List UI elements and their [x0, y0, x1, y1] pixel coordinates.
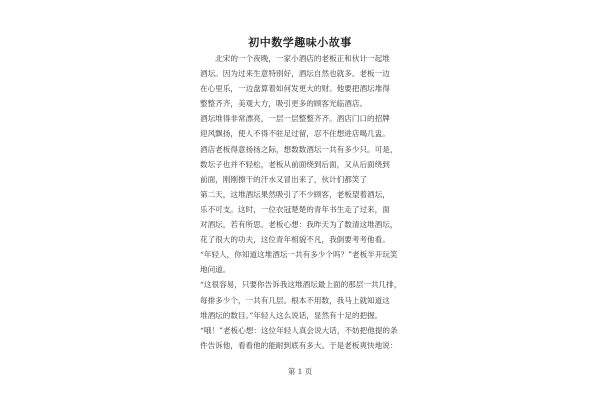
text-line: 整整齐齐，美观大方，吸引更多的顾客光临酒店。: [200, 99, 368, 109]
page-number: 第 1 页: [287, 367, 313, 376]
document-title: 初中数学趣味小故事: [248, 36, 352, 49]
body-text: [200, 51, 410, 353]
text-line: 酒坛堆得非常漂亮，一层一层整整齐齐。酒店门口的招牌: [200, 114, 390, 124]
text-line: 在心里乐，一边盘算着如何发更大的财。他要把酒坛堆得: [200, 84, 390, 94]
text-line: “这很容易，只要你告诉我这堆酒坛最上面的那层一共几排，: [200, 280, 402, 290]
text-line: 花了很大的功夫，这位青年相貌不凡，我倒要考考他看。: [200, 235, 390, 245]
text-line: “哦！”老板心想：这位年轻人真会说大话，不妨把他提的条: [200, 325, 398, 335]
text-line: 对酒坛，若有所思。老板心想：我昨天为了数清这堆酒坛，: [200, 220, 398, 230]
text-line: 乐不可支。这时，一位衣冠楚楚的青年书生走了过来，面: [200, 204, 390, 214]
text-line: 前面，刚刚擦干的汗水又冒出来了，伙计们都笑了: [200, 174, 368, 184]
text-line: 酒店老板得意扬扬之际，想数数酒坛一共有多少只。可是，: [200, 144, 398, 154]
text-line: 堆酒坛的数目。”年轻人这么说话，显然有十足的把握。: [200, 310, 383, 320]
text-line: 北宋的一个夜晚，一家小酒店的老板正和伙计一起堆: [200, 54, 390, 63]
text-line: 每排多少个，一共有几层。根本不用数，我马上就知道这: [200, 295, 390, 305]
text-line: 件告诉他，看看他的能耐到底有多大。于是老板爽快地说：: [200, 340, 398, 350]
text-line: 酒坛。因为过来生意特别好，酒坛自然也就多。老板一边: [200, 69, 390, 79]
text-line: 地问道。: [200, 265, 231, 275]
text-line: 数坛子也并不轻松，老板从前面绕到后面，又从后面绕到: [200, 159, 390, 169]
text-line: 迎风飘扬，使人不得不驻足过留，忍不住想进店喝几盅。: [200, 129, 390, 139]
text-line: “年轻人，你知道这堆酒坛一共有多少个吗？”老板半开玩笑: [200, 250, 398, 260]
text-line: 第二天，这堆酒坛果然吸引了不少顾客，老板望着酒坛，: [200, 189, 390, 199]
